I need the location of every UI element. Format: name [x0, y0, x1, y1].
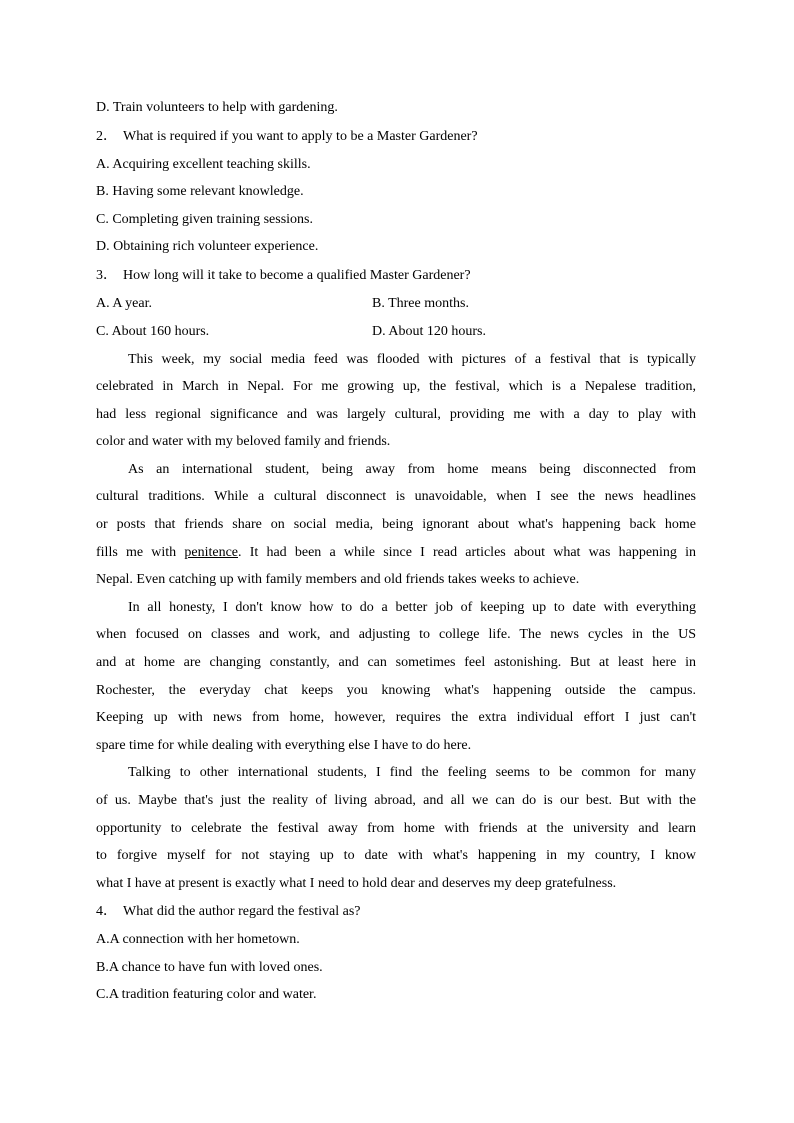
- passage-text: . It had been a while since I read articles about what was happening in: [238, 544, 696, 560]
- passage-line: opportunity to celebrate the festival away from home with friends at the university and learn: [96, 820, 696, 836]
- q3-option-b: B. Three months.: [372, 295, 469, 311]
- question-4: [96, 897, 696, 926]
- underlined-word-penitence: penitence: [184, 544, 239, 560]
- passage-line: Talking to other international students, I find the feeling seems to be common for many: [128, 765, 696, 781]
- passage-line: This week, my social media feed was flooded with pictures of a festival that is typically: [128, 351, 696, 367]
- passage-paragraph-3: [96, 594, 696, 760]
- q4-option-a: A.A connection with her hometown.: [96, 932, 300, 948]
- passage-text: fills me with: [96, 544, 177, 560]
- passage-line: In all honesty, I don't know how to do a better job of keeping up to date with everything: [128, 599, 696, 615]
- question-4-number: 4．: [96, 904, 117, 920]
- passage-line: had less regional significance and was largely cultural, providing me with a day to play with: [96, 406, 696, 422]
- question-2-number: 2．: [96, 128, 117, 144]
- q2-option-c: C. Completing given training sessions.: [96, 211, 313, 227]
- q2-option-b: B. Having some relevant knowledge.: [96, 184, 304, 199]
- passage-line: to forgive myself for not staying up to date with what's happening in my country, I know: [96, 848, 696, 864]
- q2-option-a: A. Acquiring excellent teaching skills.: [96, 156, 311, 172]
- q3-option-d: D. About 120 hours.: [372, 323, 486, 339]
- passage-line: [96, 539, 696, 567]
- passage-line: Keeping up with news from home, however, requires the extra individual effort I just can't: [96, 710, 696, 726]
- q4-option-b: B.A chance to have fun with loved ones.: [96, 959, 323, 975]
- q3-option-a: A. A year.: [96, 295, 152, 311]
- passage-paragraph-1: [96, 346, 696, 456]
- question-3: [96, 261, 696, 290]
- question-2-stem: What is required if you want to apply to be a Master Gardener?: [123, 128, 478, 144]
- passage-line: Nepal. Even catching up with family members and old friends takes weeks to achieve.: [96, 572, 580, 588]
- passage-line: Rochester, the everyday chat keeps you knowing what's happening outside the campus.: [96, 682, 696, 698]
- passage-line: celebrated in March in Nepal. For me growing up, the festival, which is a Nepalese tradition,: [96, 379, 696, 395]
- passage-line: when focused on classes and work, and adjusting to college life. The news cycles in the US: [96, 627, 696, 643]
- q4-option-c: C.A tradition featuring color and water.: [96, 987, 317, 1003]
- q3-options-row-1: [96, 290, 696, 318]
- question-2: [96, 122, 696, 151]
- document-page: [96, 94, 696, 1009]
- passage-line: spare time for while dealing with everything else I have to do here.: [96, 737, 472, 753]
- passage-paragraph-4: [96, 759, 696, 897]
- passage-line: or posts that friends share on social media, being ignorant about what's happening back home: [96, 517, 696, 533]
- passage-line: of us. Maybe that's just the reality of living abroad, and all we can do is our best. But with the: [96, 793, 696, 808]
- question-3-stem: How long will it take to become a qualified Master Gardener?: [123, 267, 471, 283]
- q3-option-c: C. About 160 hours.: [96, 323, 210, 339]
- passage-line: cultural traditions. While a cultural disconnect is unavoidable, when I see the news headlines: [96, 489, 696, 505]
- passage-line: what I have at present is exactly what I need to hold dear and deserves my deep gratefulness.: [96, 875, 617, 891]
- passage-paragraph-2: [96, 456, 696, 594]
- passage-line: color and water with my beloved family and friends.: [96, 434, 391, 450]
- q3-options-row-2: [96, 318, 696, 346]
- passage-line: As an international student, being away from home means being disconnected from: [128, 461, 696, 477]
- q2-option-d: D. Obtaining rich volunteer experience.: [96, 239, 319, 254]
- passage-line: and at home are changing constantly, and can sometimes feel astonishing. But at least here in: [96, 655, 696, 671]
- question-4-stem: What did the author regard the festival as?: [123, 904, 361, 920]
- q1-option-d: D. Train volunteers to help with gardening.: [96, 100, 338, 115]
- question-3-number: 3．: [96, 267, 117, 283]
